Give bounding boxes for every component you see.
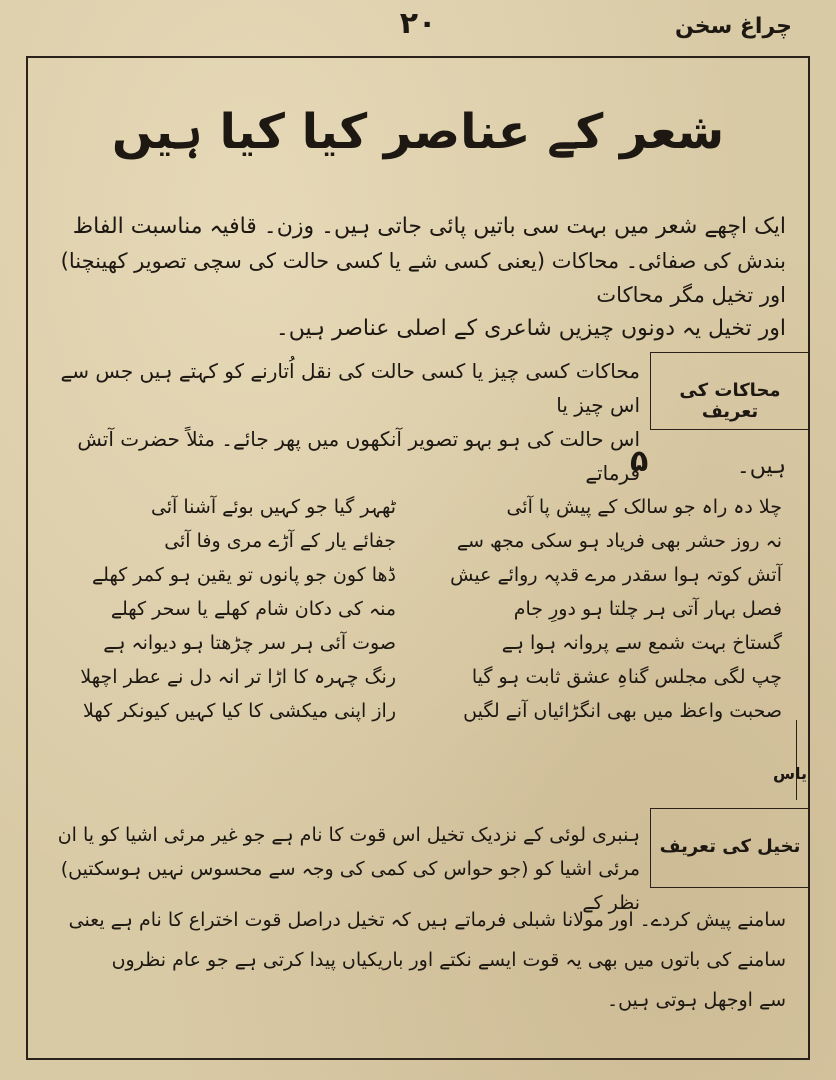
verse-line: ٹھہر گیا جو کہیں بوئے آشنا آئی xyxy=(150,496,396,518)
verse-line: جفائے یار کے آڑے مری وفا آئی xyxy=(164,530,396,552)
verse-line: راز اپنی میکشی کا کیا کہیں کیونکر کھلا xyxy=(82,700,396,722)
side-bracket xyxy=(796,720,797,800)
intro-line: بندش کی صفائی۔ محاکات (یعنی کسی شے یا کسی حالت کی سچی تصویر کھینچنا) اور تخیل مگر محاکات xyxy=(60,249,786,307)
takhayyul-line: سامنے پیش کردے۔ اور مولانا شبلی فرماتے ہیں کہ تخیل دراصل قوت اختراع کا نام ہے یعنی xyxy=(68,909,786,931)
takhayyul-definition-note: تخیل کی تعریف xyxy=(659,836,801,857)
verse-line: صوت آئی ہر سر چڑھتا ہو دیوانہ ہے xyxy=(103,632,396,654)
verse-line: چلا دہ راہ جو سالک کے پیش پا آئی xyxy=(506,496,782,518)
page-number: ۲۰ xyxy=(399,6,437,41)
takhayyul-line: مرئی اشیا کو (جو حواس کی کمی کی وجہ سے محسوس نہیں ہوسکتیں) نظر کے xyxy=(60,858,640,914)
muhakat-continuation: ہیں۔ xyxy=(736,454,786,479)
verse-line: فصل بہار آتی ہر چلتا ہو دورِ جام xyxy=(513,598,782,620)
verse-line: منہ کی دکان شام کھلے یا سحر کھلے xyxy=(110,598,396,620)
verse-line: چپ لگی مجلس گناہِ عشق ثابت ہو گیا xyxy=(471,666,782,688)
verses-right-column xyxy=(452,490,782,728)
running-header-title: چراغ سخن xyxy=(674,14,792,39)
verse-line: صحبت واعظ میں بھی انگڑائیاں آنے لگیں xyxy=(463,700,782,722)
article-title: شعر کے عناصر کیا کیا ہیں xyxy=(111,104,725,160)
verse-line: رنگ چہرہ کا اڑا تر انہ دل نے عطر اچھلا xyxy=(80,666,396,688)
takhayyul-line: سے اوجھل ہوتی ہیں۔ xyxy=(606,989,786,1011)
takhayyul-line: ہنبری لوئی کے نزدیک تخیل اس قوت کا نام ہے جو غیر مرئی اشیا کو یا ان xyxy=(57,824,640,846)
intro-line: اور تخیل یہ دونوں چیزیں شاعری کے اصلی عناصر ہیں۔ xyxy=(275,316,786,341)
muhakat-definition-note: محاکات کی تعریف xyxy=(679,380,781,422)
verses-left-column xyxy=(66,490,396,728)
intro-paragraph xyxy=(46,210,786,346)
intro-line: ایک اچھے شعر میں بہت سی باتیں پائی جاتی ہیں۔ وزن۔ قافیہ مناسبت الفاظ xyxy=(72,214,786,239)
verse-line: گستاخ بہت شمع سے پروانہ ہوا ہے xyxy=(501,632,782,654)
takhayyul-paragraph-bottom xyxy=(46,900,786,1020)
muhakat-paragraph xyxy=(46,354,640,490)
muhakat-line: محاکات کسی چیز یا کسی حالت کی نقل اُتارنے کو کہتے ہیں جس سے اس چیز یا xyxy=(60,359,640,417)
section-symbol: ۵ xyxy=(630,444,649,479)
verse-line: آتش کوتہ ہوا سقدر مرے قدپہ روائے عیش xyxy=(450,564,782,586)
side-note-yaas: یاس xyxy=(772,764,808,783)
verse-line: نہ روز حشر بھی فریاد ہو سکی مجھ سے xyxy=(456,530,782,552)
muhakat-line: اس حالت کی ہو بہو تصویر آنکھوں میں پھر جائے۔ مثلاً حضرت آتش فرماتے xyxy=(77,427,640,485)
takhayyul-line: سامنے کی باتوں میں بھی یہ قوت ایسے نکتے اور باریکیاں پیدا کرتی ہے جو عام نظروں xyxy=(111,949,786,971)
verse-line: ڈھا کون جو پانوں تو یقین ہو کمر کھلے xyxy=(92,564,396,586)
